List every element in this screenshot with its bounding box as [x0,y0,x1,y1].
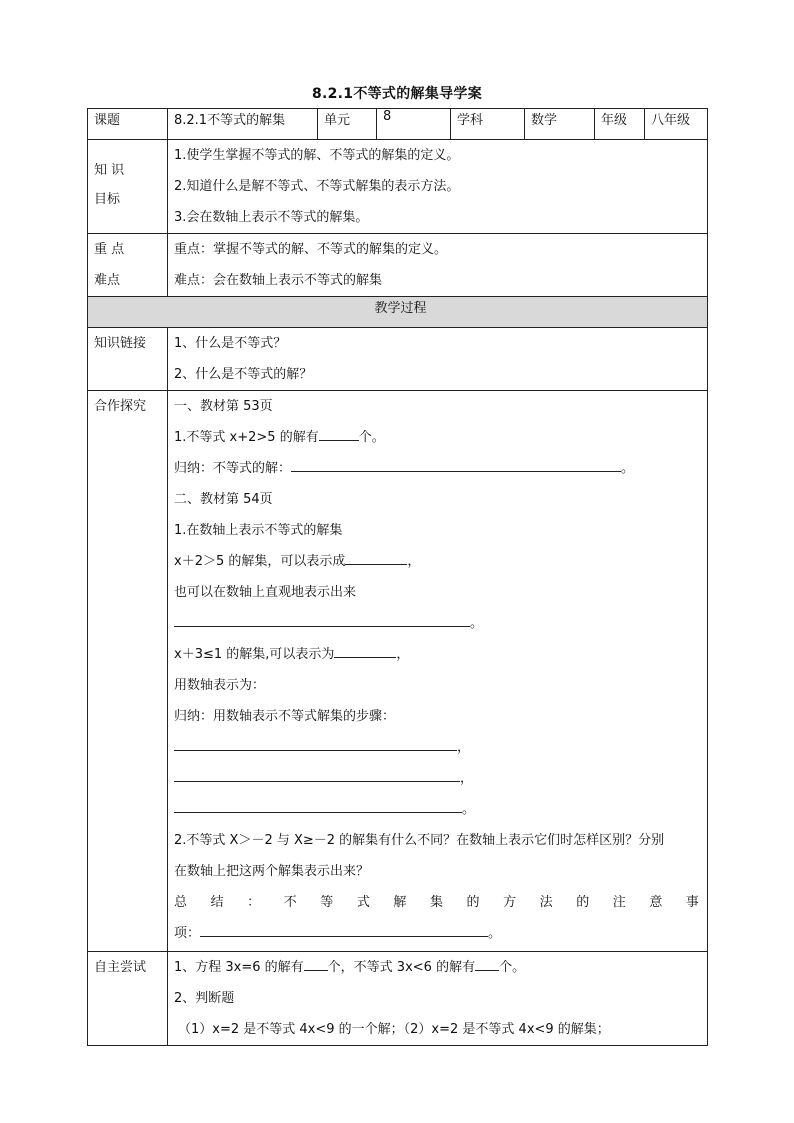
summary-line-2 [174,918,707,949]
step-line [174,794,707,825]
goals-label-cell [88,140,168,234]
summary-char: 结 [210,895,224,910]
goal-item: 2.知道什么是解不等式、不等式解集的表示方法。 [174,179,460,194]
nianji-value: 八年级 [645,109,708,140]
summary-char: 总 [174,895,188,910]
step-2-tail: ， [460,771,474,786]
danyuan-label: 单元 [318,109,377,140]
xueke-label: 学科 [451,109,525,140]
section-2-b-tail: 。 [470,616,484,631]
goal-item: 3.会在数轴上表示不等式的解集。 [174,210,369,225]
section-2-c-tail: ， [396,647,410,662]
self-try-label: 自主尝试 [94,960,147,975]
worksheet-table [87,108,708,1046]
explore-content [168,391,708,952]
section-2-c [174,639,707,670]
section-1-q1 [174,422,707,453]
zhongdian-text: 重点：掌握不等式的解、不等式的解集的定义。 [174,242,448,257]
keti-value: 8.2.1不等式的解集 [168,109,318,140]
question-2-line-2: 在数轴上把这两个解集表示出来？ [174,864,370,879]
section-1-summary-text: 归纳：不等式的解： [174,461,292,476]
summary-char: 解 [393,895,407,910]
section-2-a [174,546,707,577]
keypoints-label-1: 重 点 [94,242,125,257]
goal-item: 1.使学生掌握不等式的解、不等式的解集的定义。 [174,148,460,163]
answer-blank[interactable] [304,956,328,971]
section-2-b: 也可以在数轴上直观地表示出来 [174,585,357,600]
step-3-tail: 。 [462,802,476,817]
section-2-e: 归纳：用数轴表示不等式解集的步骤： [174,709,396,724]
section-2-title: 二、教材第 54页 [174,492,273,507]
link-label: 知识链接 [94,336,147,351]
nandian-text: 难点：会在数轴上表示不等式的解集 [174,273,383,288]
answer-blank[interactable] [174,612,470,627]
step-1-tail: ， [457,740,471,755]
link-label-cell [88,328,168,391]
nianji-label: 年级 [595,109,645,140]
section-2-q1: 1.在数轴上表示不等式的解集 [174,523,343,538]
link-row [88,328,708,391]
summary-char: 法 [539,895,553,910]
summary-line-2-tail: 。 [488,926,502,941]
summary-line-1 [174,887,707,918]
summary-char: 的 [576,895,590,910]
self-try-q3: （1）x=2 是不等式 4x<9 的一个解；（2）x=2 是不等式 4x<9 的解集； [178,1022,610,1037]
goals-row [88,140,708,234]
self-try-q2: 2、判断题 [174,991,235,1006]
goals-content [168,140,708,234]
summary-char: 集 [429,895,443,910]
summary-char: 的 [466,895,480,910]
section-2-d: 用数轴表示为： [174,678,266,693]
keypoints-label-cell [88,234,168,297]
link-question: 1、什么是不等式？ [174,336,287,351]
section-1-summary-tail: 。 [621,461,635,476]
self-try-q1-c: 个。 [499,960,526,975]
page-title: 8.2.1不等式的解集导学案 [311,86,483,102]
summary-char: 式 [356,895,370,910]
self-try-content [168,952,708,1046]
answer-blank[interactable] [291,457,621,472]
keypoints-row [88,234,708,297]
answer-blank[interactable] [174,767,460,782]
summary-char: 意 [649,895,663,910]
self-try-label-cell [88,952,168,1046]
process-band [88,297,708,328]
step-line [174,763,707,794]
section-2-a-tail: ， [407,554,421,569]
summary-char: ： [247,895,261,910]
process-title: 教学过程 [88,297,708,328]
section-1-title: 一、教材第 53页 [174,399,273,414]
section-1-q1-tail: 个。 [358,430,385,445]
step-line [174,732,707,763]
summary-char: 不 [283,895,297,910]
keti-label: 课题 [88,109,168,140]
answer-blank[interactable] [334,643,396,658]
section-2-b-line [174,608,707,639]
summary-char: 方 [503,895,517,910]
answer-blank[interactable] [475,956,499,971]
xueke-value: 数学 [525,109,595,140]
answer-blank[interactable] [174,798,462,813]
self-try-q1 [174,952,707,983]
summary-char: 等 [320,895,334,910]
self-try-row [88,952,708,1046]
section-1-summary [174,453,707,484]
self-try-q1-b: 个，不等式 3x<6 的解有 [327,960,476,975]
self-try-q1-a: 1、方程 3x=6 的解有 [174,960,304,975]
header-row [88,109,708,140]
explore-label: 合作探究 [94,399,147,414]
link-content [168,328,708,391]
keypoints-content [168,234,708,297]
danyuan-value: 8 [377,109,451,140]
section-1-q1-text: 1.不等式 x+2>5 的解有 [174,430,319,445]
explore-row [88,391,708,952]
answer-blank[interactable] [319,426,359,441]
goals-label-1: 知 识 [94,163,125,178]
summary-line-2-text: 项： [174,926,201,941]
question-2-line-1: 2.不等式 X＞－2 与 X≥－2 的解集有什么不同？在数轴上表示它们时怎样区别？分别 [174,833,665,848]
answer-blank[interactable] [174,736,457,751]
section-2-a-text: x＋2＞5 的解集，可以表示成 [174,554,346,569]
answer-blank[interactable] [345,550,407,565]
goals-label-2: 目标 [94,192,121,207]
summary-char: 注 [612,895,626,910]
section-2-c-text: x＋3≤1 的解集,可以表示为 [174,647,335,662]
link-question: 2、什么是不等式的解？ [174,367,313,382]
answer-blank[interactable] [200,922,488,937]
explore-label-cell [88,391,168,952]
keypoints-label-2: 难点 [94,273,121,288]
summary-char: 事 [685,895,699,910]
